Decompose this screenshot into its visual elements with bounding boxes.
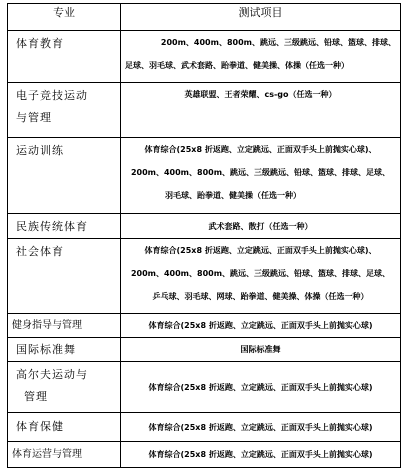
table-row xyxy=(8,314,401,338)
test-items-cell xyxy=(121,31,401,83)
major-name: 体育保健 xyxy=(16,420,64,433)
test-items-line: 体育综合(25x8 折返跑、立定跳远、正面双手头上前抛实心球)、 xyxy=(144,246,377,255)
table-row xyxy=(8,362,401,413)
header-major: 专业 xyxy=(8,4,121,31)
major-cell xyxy=(8,362,121,413)
test-items-cell xyxy=(121,442,401,468)
major-name: 民族传统体育 xyxy=(16,220,88,233)
test-items-line: 体育综合(25x8 折返跑、立定跳远、正面双手头上前抛实心球) xyxy=(148,450,373,459)
test-items-cell xyxy=(121,362,401,413)
table-row xyxy=(8,442,401,468)
major-cell xyxy=(8,314,121,338)
table-row xyxy=(8,138,401,214)
test-items-line: 体育综合(25x8 折返跑、立定跳远、正面双手头上前抛实心球) xyxy=(148,422,373,432)
test-items-line: 足球、羽毛球、武术套路、跆拳道、健美操、体操（任选一种） xyxy=(125,61,349,70)
test-items-line: 体育综合(25x8 折返跑、立定跳远、正面双手头上前抛实心球)、 xyxy=(144,145,377,154)
table-row xyxy=(8,239,401,314)
test-items-cell xyxy=(121,83,401,138)
test-items-cell xyxy=(121,413,401,442)
test-items-cell xyxy=(121,239,401,314)
major-name: 社会体育 xyxy=(16,245,64,258)
test-items-line: 200m、400m、800m、跳远、三级跳远、铅球、篮球、排球、足球、 xyxy=(130,269,391,278)
test-items-line: 乒乓球、羽毛球、网球、跆拳道、健美操、体操（任选一种） xyxy=(152,292,369,301)
major-cell xyxy=(8,338,121,362)
major-name: 高尔夫运动与 xyxy=(16,368,88,381)
test-items-line: 体育综合(25x8 折返跑、立定跳远、正面双手头上前抛实心球) xyxy=(148,321,373,330)
major-name: 健身指导与管理 xyxy=(12,319,82,331)
major-cell xyxy=(8,31,121,83)
major-name: 体育运营与管理 xyxy=(12,448,82,460)
major-name: 国际标准舞 xyxy=(16,342,76,356)
header-row xyxy=(8,4,401,31)
test-items-cell xyxy=(121,338,401,362)
test-items-line: 羽毛球、跆拳道、健美操（任选一种） xyxy=(165,191,301,200)
major-cell xyxy=(8,442,121,468)
major-cell xyxy=(8,83,121,138)
table-row xyxy=(8,413,401,442)
test-items-line: 英雄联盟、王者荣耀、cs-go（任选一种） xyxy=(184,90,337,99)
major-cell xyxy=(8,138,121,214)
test-items-line: 体育综合(25x8 折返跑、立定跳远、正面双手头上前抛实心球) xyxy=(148,382,373,392)
header-test-items: 测试项目 xyxy=(121,4,401,31)
majors-test-table xyxy=(7,3,401,468)
test-items-line: 武术套路、散打（任选一种） xyxy=(208,221,313,231)
major-name-cont: 管理 xyxy=(24,390,48,403)
table-row xyxy=(8,214,401,239)
table-row xyxy=(8,338,401,362)
test-items-cell xyxy=(121,214,401,239)
major-name: 体育教育 xyxy=(16,37,64,50)
test-items-cell xyxy=(121,138,401,214)
test-items-line: 200m、400m、800m、跳远、三级跳远、铅球、篮球、排球、足球、 xyxy=(130,168,391,177)
table-row xyxy=(8,83,401,138)
major-cell xyxy=(8,214,121,239)
test-items-line: 国际标准舞 xyxy=(240,345,281,354)
test-items-line: 200m、400m、800m、跳远、三级跳远、铅球、篮球、排球、 xyxy=(160,38,396,47)
major-name: 运动训练 xyxy=(16,144,64,157)
major-cell xyxy=(8,239,121,314)
table-row xyxy=(8,31,401,83)
test-items-cell xyxy=(121,314,401,338)
major-name-cont: 与管理 xyxy=(16,111,52,124)
major-cell xyxy=(8,413,121,442)
major-name: 电子竞技运动 xyxy=(16,89,88,102)
